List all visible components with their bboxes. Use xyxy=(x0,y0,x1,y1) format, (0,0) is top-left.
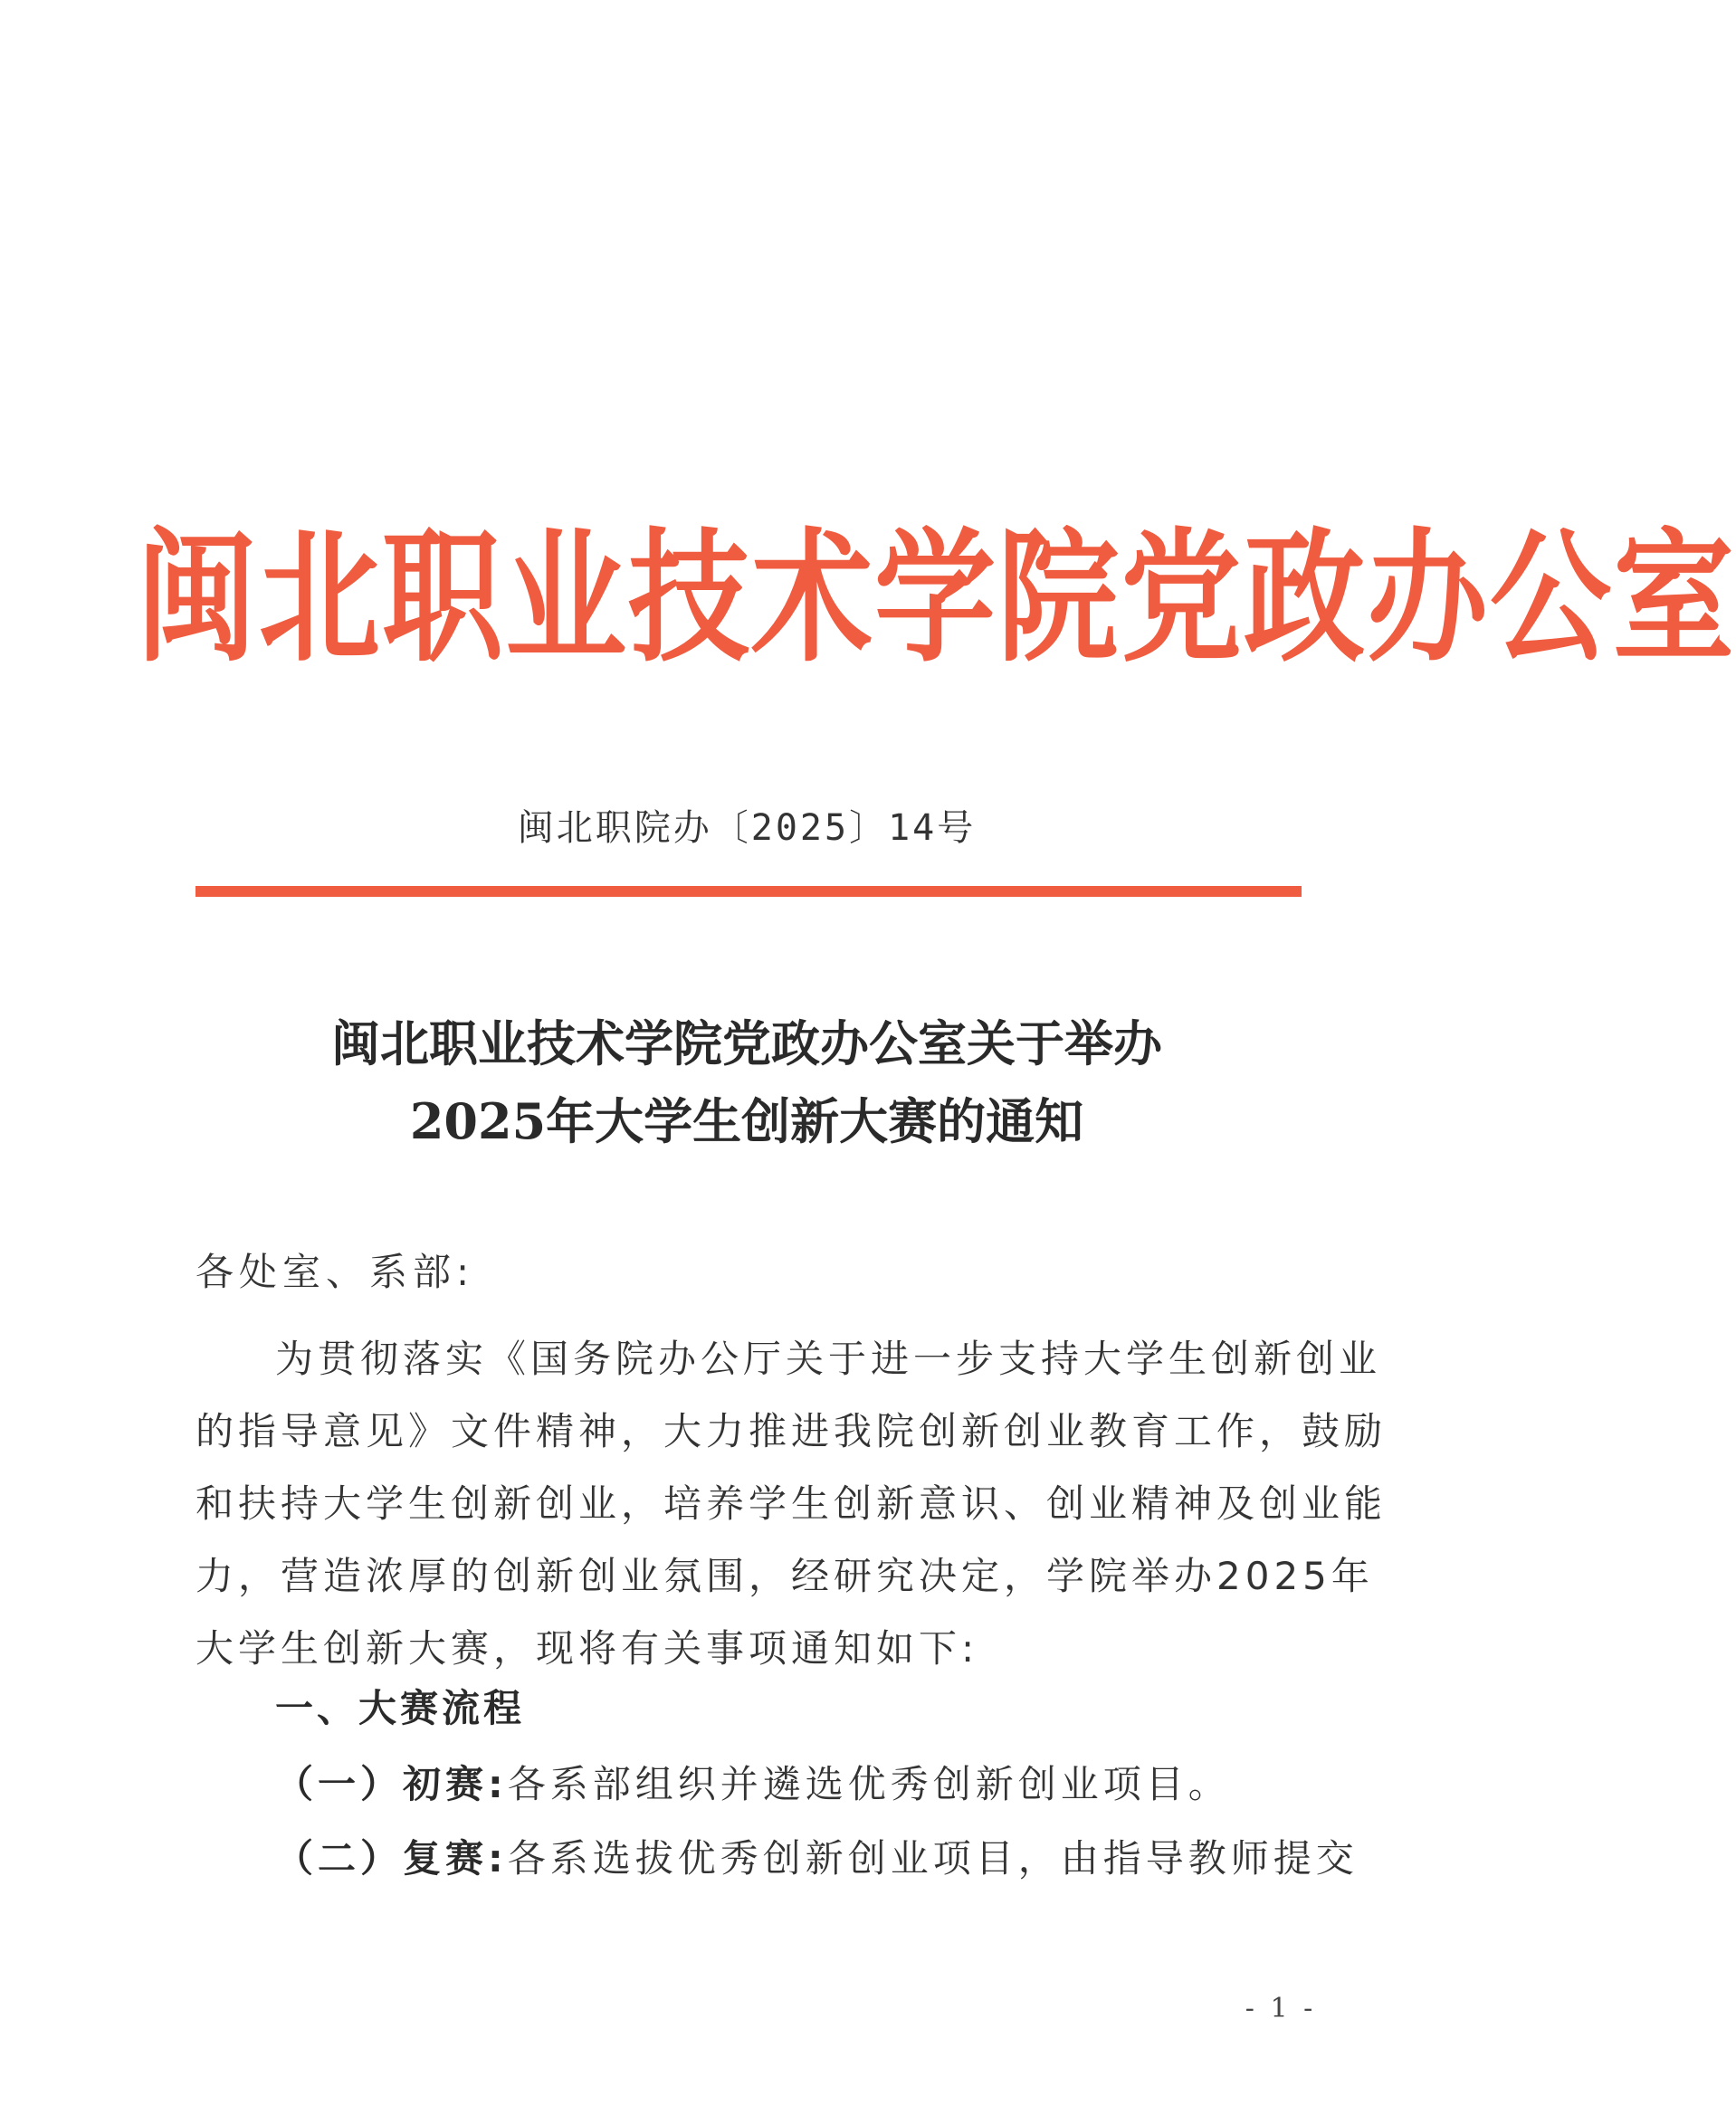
notice-title xyxy=(0,1005,1493,1160)
paragraph-line: 和扶持大学生创新创业，培养学生创新意识、创业精神及创业能 xyxy=(196,1481,1388,1526)
paragraph-line: 的指导意见》文件精神，大力推进我院创新创业教育工作，鼓励 xyxy=(196,1409,1388,1453)
section-heading: 一、大赛流程 xyxy=(275,1686,526,1730)
list-item xyxy=(275,1832,1359,1886)
red-divider-line xyxy=(196,886,1302,897)
paragraph-line: 为贯彻落实《国务院办公厅关于进一步支持大学生创新创业 xyxy=(275,1337,1382,1381)
item-text: 各系选拔优秀创新创业项目，由指导教师提交 xyxy=(507,1836,1359,1881)
salutation: 各处室、系部: xyxy=(196,1250,475,1294)
issuer-red-header: 闽北职业技术学院党政办公室 xyxy=(136,515,1736,682)
item-label: （二）复赛: xyxy=(275,1836,508,1881)
paragraph-line: 力，营造浓厚的创新创业氛围，经研究决定，学院举办2025年 xyxy=(196,1554,1374,1598)
item-text: 各系部组织并遴选优秀创新创业项目。 xyxy=(507,1762,1231,1806)
list-item xyxy=(275,1757,1231,1812)
document-number: 闽北职院办〔2025〕14号 xyxy=(517,807,977,849)
page-number: - 1 - xyxy=(1245,1993,1317,2024)
item-label: （一）初赛: xyxy=(275,1762,508,1806)
title-line-1: 闽北职业技术学院党政办公室关于举办 xyxy=(331,1014,1162,1072)
title-line-2: 2025年大学生创新大赛的通知 xyxy=(409,1092,1084,1150)
intro-paragraph xyxy=(196,1323,1388,1685)
paragraph-line: 大学生创新大赛，现将有关事项通知如下: xyxy=(196,1626,979,1671)
